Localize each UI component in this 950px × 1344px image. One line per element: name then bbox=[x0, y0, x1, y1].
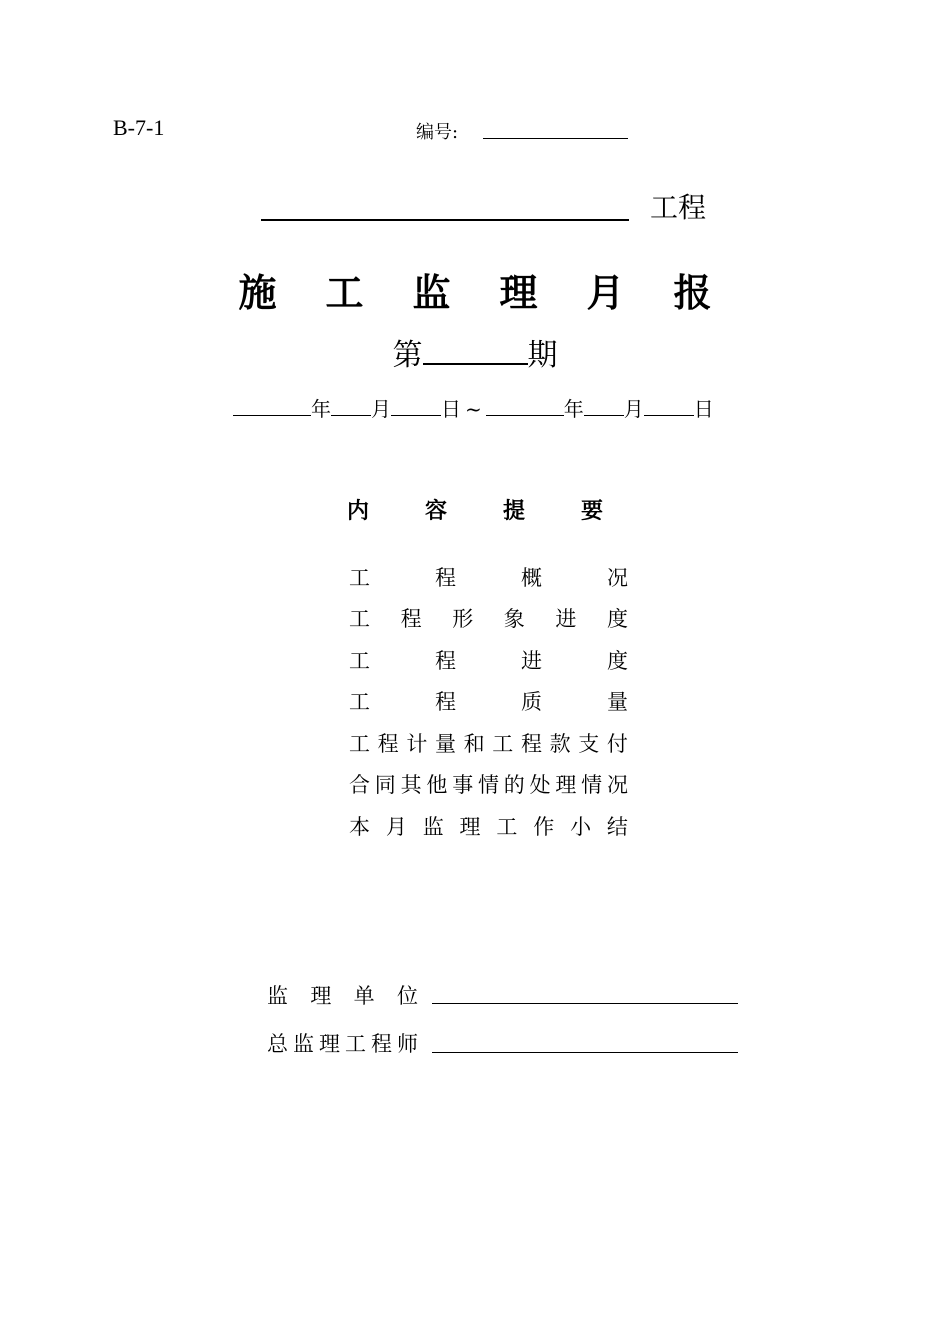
issue-prefix: 第 bbox=[392, 338, 423, 373]
chief-engineer-label: 总 监 理 工 程 师 bbox=[267, 1032, 418, 1056]
contents-item: 工 程 概 况 bbox=[349, 566, 628, 590]
issue-number-blank bbox=[423, 332, 528, 366]
title-char: 报 bbox=[673, 270, 712, 315]
end-year-blank bbox=[486, 395, 564, 416]
contents-item: 本 月 监 理 工 作 小 结 bbox=[349, 815, 628, 839]
end-day-blank bbox=[644, 395, 694, 416]
contents-heading bbox=[0, 494, 950, 525]
title-char: 工 bbox=[325, 270, 364, 315]
heading-char: 要 bbox=[580, 498, 603, 524]
start-year-blank bbox=[233, 395, 311, 416]
heading-char: 容 bbox=[424, 498, 447, 524]
contents-item: 工 程 计 量 和 工 程 款 支 付 bbox=[349, 732, 628, 756]
day-label: 日 bbox=[693, 397, 714, 421]
project-name-blank bbox=[261, 219, 629, 221]
form-code: B-7-1 bbox=[113, 115, 165, 140]
period-tilde: ~ bbox=[465, 397, 482, 421]
month-label: 月 bbox=[623, 397, 644, 421]
contents-item: 合 同 其 他 事 情 的 处 理 情 况 bbox=[349, 773, 628, 797]
month-label: 月 bbox=[371, 397, 391, 421]
supervision-unit-blank bbox=[432, 1003, 738, 1004]
supervision-unit-label: 监 理 单 位 bbox=[267, 984, 418, 1008]
year-label: 年 bbox=[311, 397, 331, 421]
contents-item: 工 程 质 量 bbox=[349, 690, 628, 714]
chief-engineer-blank bbox=[432, 1052, 738, 1053]
serial-number-blank bbox=[483, 138, 628, 139]
issue-number bbox=[0, 330, 950, 374]
project-suffix: 工程 bbox=[650, 191, 707, 224]
heading-char: 内 bbox=[346, 498, 369, 524]
serial-number-label: 编号: bbox=[416, 122, 459, 143]
heading-char: 提 bbox=[502, 498, 525, 524]
report-title bbox=[0, 262, 950, 317]
title-char: 施 bbox=[238, 270, 277, 315]
start-day-blank bbox=[391, 395, 441, 416]
contents-item: 工 程 形 象 进 度 bbox=[349, 607, 628, 631]
report-period bbox=[233, 393, 714, 422]
start-month-blank bbox=[331, 395, 371, 416]
contents-item: 工 程 进 度 bbox=[349, 649, 628, 673]
end-month-blank bbox=[584, 395, 624, 416]
title-char: 监 bbox=[412, 270, 451, 315]
issue-suffix: 期 bbox=[527, 338, 558, 373]
title-char: 理 bbox=[499, 270, 538, 315]
title-char: 月 bbox=[586, 270, 625, 315]
day-label: 日 bbox=[441, 397, 461, 421]
year-label: 年 bbox=[563, 397, 584, 421]
